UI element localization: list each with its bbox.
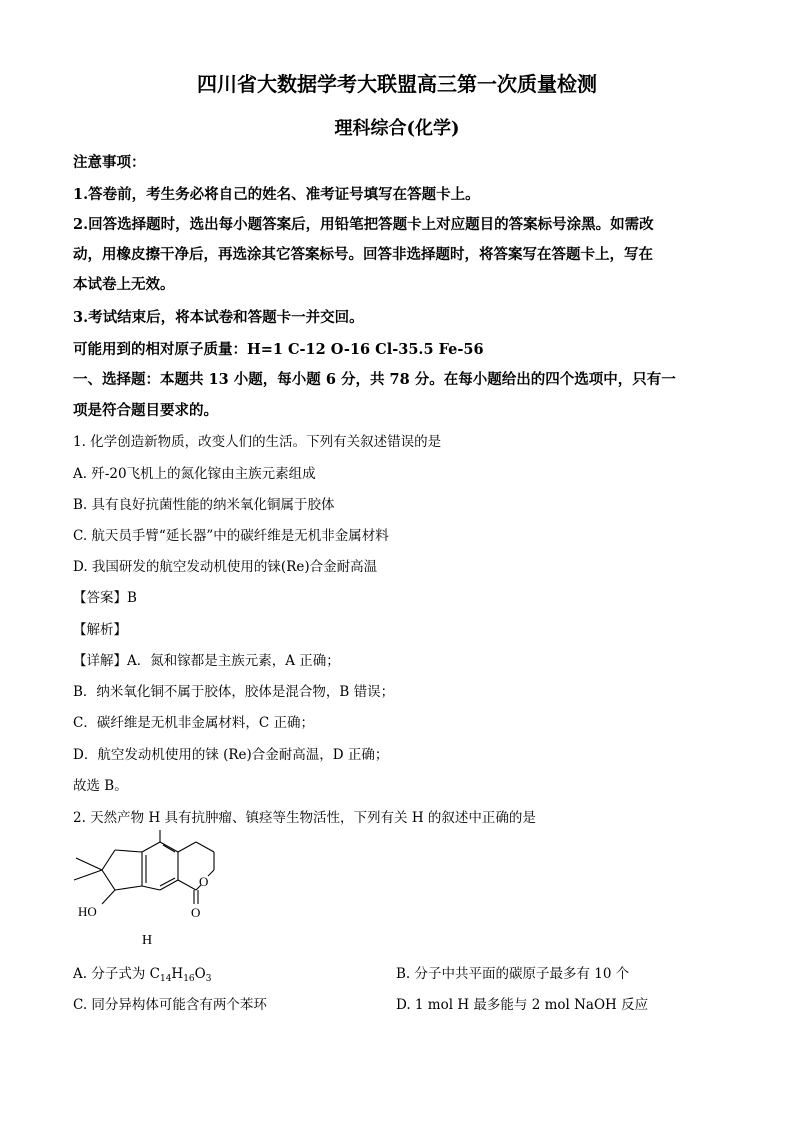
struct-ho-label: HO	[78, 904, 97, 919]
q2-option-c: C. 同分异构体可能含有两个苯环	[73, 997, 267, 1013]
q1-option-b: B. 具有良好抗菌性能的纳米氧化铜属于胶体	[73, 497, 335, 513]
q2-option-d: D. 1 mol H 最多能与 2 mol NaOH 反应	[396, 997, 649, 1013]
notice-item-2b: 动，用橡皮擦干净后，再选涂其它答案标号。回答非选择题时，将答案写在答题卡上，写在	[73, 246, 653, 263]
atomic-masses: 可能用到的相对原子质量：H=1 C-12 O-16 Cl-35.5 Fe-56	[73, 341, 484, 358]
q1-stem: 1. 化学创造新物质，改变人们的生活。下列有关叙述错误的是	[73, 434, 442, 450]
q1-detail-c: C．碳纤维是无机非金属材料，C 正确；	[73, 715, 314, 731]
struct-compound-label: H	[142, 933, 153, 948]
formula-o-subscript: 3	[205, 974, 212, 984]
formula-o: O	[194, 966, 206, 982]
exam-subtitle: 理科综合(化学)	[334, 118, 460, 139]
q2-option-a-prefix: A. 分子式为	[73, 966, 150, 982]
q1-option-c: C. 航天员手臂“延长器”中的碳纤维是无机非金属材料	[73, 528, 389, 544]
notice-item-2c: 本试卷上无效。	[73, 276, 175, 293]
q1-detail-a: 【详解】A．氮和镓都是主族元素，A 正确；	[73, 653, 340, 669]
notice-item-3: 3.考试结束后，将本试卷和答题卡一并交回。	[73, 309, 364, 326]
section-heading-b: 项是符合题目要求的。	[73, 402, 218, 419]
formula-c: C	[149, 966, 160, 982]
notice-item-1: 1.答卷前，考生务必将自己的姓名、准考证号填写在答题卡上。	[73, 186, 480, 203]
struct-carbonyl-o-label: O	[191, 905, 201, 920]
q1-option-d: D. 我国研发的航空发动机使用的铼(Re)合金耐高温	[73, 559, 378, 575]
molecule-structure	[60, 830, 230, 950]
q1-answer: 【答案】B	[73, 590, 137, 606]
formula-h: H	[171, 966, 184, 982]
q2-option-a	[73, 962, 211, 984]
notice-heading: 注意事项：	[73, 154, 146, 171]
formula-c-subscript: 14	[159, 974, 172, 984]
struct-ring-o-label: O	[199, 874, 209, 889]
q1-conclusion: 故选 B。	[73, 778, 128, 794]
section-heading-a: 一、选择题：本题共 13 小题，每小题 6 分，共 78 分。在每小题给出的四个选项中，只有一	[73, 371, 676, 388]
q1-option-a: A. 歼-20飞机上的氮化镓由主族元素组成	[73, 466, 316, 482]
q2-stem: 2. 天然产物 H 具有抗肿瘤、镇痉等生物活性，下列有关 H 的叙述中正确的是	[73, 810, 536, 826]
exam-title: 四川省大数据学考大联盟高三第一次质量检测	[197, 72, 597, 96]
q1-detail-b: B．纳米氧化铜不属于胶体，胶体是混合物，B 错误；	[73, 684, 395, 700]
q2-option-b: B. 分子中共平面的碳原子最多有 10 个	[396, 966, 630, 982]
notice-item-2a: 2.回答选择题时，选出每小题答案后，用铅笔把答题卡上对应题目的答案标号涂黑。如需改	[73, 216, 654, 233]
formula-h-subscript: 16	[183, 974, 195, 984]
q1-analysis-label: 【解析】	[73, 622, 127, 638]
q1-detail-d: D．航空发动机使用的铼 (Re)合金耐高温，D 正确；	[73, 747, 389, 763]
